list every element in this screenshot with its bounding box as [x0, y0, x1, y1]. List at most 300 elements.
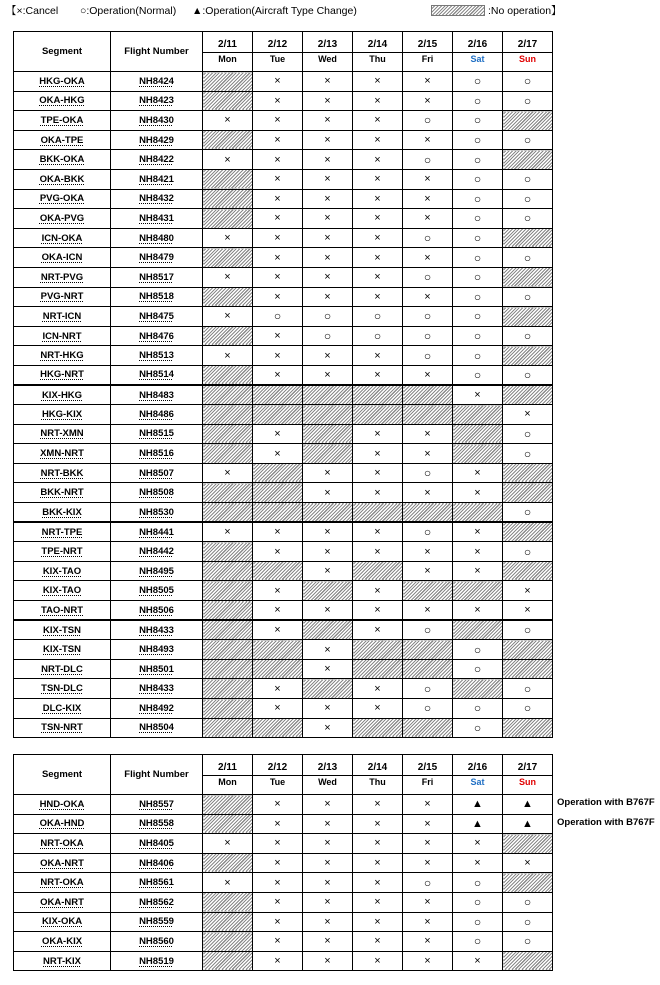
no-operation-cell	[253, 503, 303, 523]
cancel-mark: ×	[324, 75, 331, 88]
flight-number: NH8530	[139, 506, 174, 518]
status-cell	[453, 228, 503, 248]
status-cell	[503, 209, 553, 229]
status-cell	[253, 814, 303, 834]
flight-number: NH8433	[139, 683, 174, 695]
operation-note: Operation with B767F	[557, 816, 655, 828]
status-cell	[253, 834, 303, 854]
no-operation-cell	[203, 912, 253, 932]
date-label: 2/11	[203, 38, 252, 53]
cancel-mark: ×	[224, 349, 231, 362]
operation-mark: ○	[423, 525, 432, 540]
flight-cell	[111, 951, 203, 971]
status-cell	[303, 834, 353, 854]
status-cell	[503, 326, 553, 346]
operation-mark: ○	[423, 152, 432, 167]
status-cell	[253, 795, 303, 815]
operation-mark: ○	[473, 211, 482, 226]
legend	[6, 3, 656, 19]
no-operation-cell	[253, 405, 303, 425]
flight-number: NH8433	[139, 624, 174, 636]
operation-mark: ○	[473, 289, 482, 304]
header-date	[503, 32, 553, 72]
status-cell	[253, 679, 303, 699]
status-cell	[403, 150, 453, 170]
weekday-label: Thu	[369, 54, 386, 64]
cancel-mark: ×	[274, 837, 281, 850]
flight-cell	[111, 365, 203, 385]
status-cell	[303, 248, 353, 268]
cancel-mark: ×	[324, 349, 331, 362]
cancel-mark: ×	[424, 290, 431, 303]
segment-cell	[14, 814, 111, 834]
weekday-label: Thu	[369, 777, 386, 787]
status-cell	[403, 189, 453, 209]
cancel-mark: ×	[274, 817, 281, 830]
no-operation-cell	[453, 424, 503, 444]
segment-cell	[14, 659, 111, 679]
status-cell	[303, 659, 353, 679]
date-label: 2/13	[303, 761, 352, 776]
operation-mark: ○	[473, 231, 482, 246]
no-operation-cell	[253, 483, 303, 503]
no-operation-cell	[203, 853, 253, 873]
status-cell	[503, 248, 553, 268]
status-cell	[253, 932, 303, 952]
header-date	[353, 755, 403, 795]
segment-label: TPE-OKA	[40, 114, 84, 126]
status-cell	[253, 307, 303, 327]
operation-mark: ○	[473, 74, 482, 89]
segment-cell	[14, 346, 111, 366]
date-label: 2/14	[353, 38, 402, 53]
table-row	[14, 130, 553, 150]
status-cell	[353, 326, 403, 346]
no-operation-cell	[253, 659, 303, 679]
operation-mark: ○	[473, 662, 482, 677]
flight-cell	[111, 679, 203, 699]
status-cell	[453, 814, 503, 834]
flight-cell	[111, 444, 203, 464]
segment-cell	[14, 209, 111, 229]
cancel-mark: ×	[274, 935, 281, 948]
no-operation-cell	[353, 385, 403, 405]
cancel-mark: ×	[374, 798, 381, 811]
header-flight-number: Flight Number	[111, 32, 203, 72]
flight-number: NH8514	[139, 369, 174, 381]
no-operation-cell	[203, 679, 253, 699]
segment-label: NRT-KIX	[43, 955, 81, 967]
cancel-mark: ×	[274, 584, 281, 597]
status-cell	[303, 912, 353, 932]
segment-cell	[14, 561, 111, 581]
status-cell	[253, 111, 303, 131]
no-operation-cell	[503, 385, 553, 405]
status-cell	[253, 287, 303, 307]
header-row	[14, 32, 553, 72]
operation-mark: ○	[473, 875, 482, 890]
cancel-mark: ×	[374, 702, 381, 715]
flight-cell	[111, 581, 203, 601]
status-cell	[503, 365, 553, 385]
cancel-mark: ×	[374, 486, 381, 499]
status-cell	[253, 522, 303, 542]
header-date	[403, 755, 453, 795]
status-cell	[403, 620, 453, 640]
segment-cell	[14, 365, 111, 385]
cancel-mark: ×	[424, 896, 431, 909]
status-cell	[453, 932, 503, 952]
flight-number: NH8441	[139, 526, 174, 538]
operation-mark: ○	[473, 720, 482, 735]
status-cell	[303, 601, 353, 621]
status-cell	[403, 287, 453, 307]
cancel-mark: ×	[424, 212, 431, 225]
status-cell	[303, 346, 353, 366]
operation-mark: ○	[523, 701, 532, 716]
status-cell	[203, 463, 253, 483]
cancel-mark: ×	[374, 114, 381, 127]
status-cell	[303, 699, 353, 719]
date-label: 2/14	[353, 761, 402, 776]
type-change-mark: ▲	[522, 817, 533, 830]
flight-number: NH8479	[139, 252, 174, 264]
flight-cell	[111, 522, 203, 542]
cancel-mark: ×	[374, 368, 381, 381]
flight-number: NH8517	[139, 271, 174, 283]
cancel-mark: ×	[374, 545, 381, 558]
cancel-mark: ×	[374, 526, 381, 539]
status-cell	[303, 150, 353, 170]
cancel-mark: ×	[374, 212, 381, 225]
status-cell	[403, 228, 453, 248]
no-operation-cell	[503, 463, 553, 483]
operation-mark: ○	[423, 329, 432, 344]
status-cell	[253, 346, 303, 366]
status-cell	[303, 853, 353, 873]
cancel-mark: ×	[324, 896, 331, 909]
no-operation-cell	[503, 951, 553, 971]
no-operation-cell	[203, 951, 253, 971]
cancel-mark: ×	[374, 837, 381, 850]
no-operation-cell	[203, 640, 253, 660]
segment-cell	[14, 405, 111, 425]
segment-cell	[14, 834, 111, 854]
flight-cell	[111, 248, 203, 268]
cancel-mark: ×	[374, 604, 381, 617]
table-row	[14, 912, 553, 932]
table-row	[14, 892, 553, 912]
operation-mark: ○	[523, 289, 532, 304]
status-cell	[453, 951, 503, 971]
weekday-label: Tue	[269, 54, 286, 64]
status-cell	[353, 912, 403, 932]
status-cell	[403, 267, 453, 287]
header-segment: Segment	[14, 755, 111, 795]
cancel-mark: ×	[274, 232, 281, 245]
segment-label: XMN-NRT	[40, 448, 84, 460]
status-cell	[453, 307, 503, 327]
status-cell	[253, 853, 303, 873]
operation-mark: ○	[523, 93, 532, 108]
status-cell	[353, 873, 403, 893]
flight-cell	[111, 932, 203, 952]
status-cell	[303, 130, 353, 150]
segment-label: PVG-NRT	[40, 291, 84, 303]
segment-label: OKA-NRT	[40, 857, 84, 869]
segment-label: TAO-NRT	[40, 604, 84, 616]
no-operation-cell	[203, 795, 253, 815]
flight-cell	[111, 385, 203, 405]
type-change-mark: ▲	[522, 798, 533, 811]
operation-mark: ○	[373, 329, 382, 344]
cancel-mark: ×	[324, 837, 331, 850]
status-cell	[403, 307, 453, 327]
status-cell	[253, 267, 303, 287]
cancel-mark: ×	[324, 798, 331, 811]
status-cell	[403, 892, 453, 912]
status-cell	[403, 130, 453, 150]
status-cell	[303, 111, 353, 131]
status-cell	[503, 405, 553, 425]
operation-mark: ○	[473, 367, 482, 382]
status-cell	[403, 91, 453, 111]
segment-label: NRT-HKG	[40, 350, 84, 362]
no-operation-cell	[203, 699, 253, 719]
cancel-mark: ×	[274, 876, 281, 889]
no-operation-cell	[203, 892, 253, 912]
operation-mark: ○	[523, 681, 532, 696]
operation-mark: ○	[523, 133, 532, 148]
status-cell	[453, 130, 503, 150]
cancel-mark: ×	[374, 94, 381, 107]
no-operation-cell	[203, 581, 253, 601]
status-cell	[403, 561, 453, 581]
table-row	[14, 307, 553, 327]
legend-no-op: :No operation】	[488, 5, 562, 17]
status-cell	[503, 932, 553, 952]
table-row	[14, 444, 553, 464]
status-cell	[253, 892, 303, 912]
table-row	[14, 248, 553, 268]
status-cell	[403, 365, 453, 385]
header-date	[353, 32, 403, 72]
segment-label: KIX-TSN	[43, 624, 81, 636]
flight-cell	[111, 169, 203, 189]
status-cell	[353, 795, 403, 815]
cancel-mark: ×	[424, 955, 431, 968]
cancel-mark: ×	[374, 935, 381, 948]
header-date	[203, 32, 253, 72]
status-cell	[253, 248, 303, 268]
status-cell	[303, 91, 353, 111]
segment-cell	[14, 503, 111, 523]
status-cell	[253, 326, 303, 346]
cancel-mark: ×	[374, 251, 381, 264]
flight-number: NH8429	[139, 134, 174, 146]
no-operation-cell	[203, 542, 253, 562]
no-operation-cell	[203, 718, 253, 738]
operation-mark: ○	[473, 270, 482, 285]
cancel-mark: ×	[424, 447, 431, 460]
cancel-mark: ×	[324, 368, 331, 381]
cancel-mark: ×	[424, 173, 431, 186]
operation-mark: ○	[523, 623, 532, 638]
status-cell	[253, 873, 303, 893]
status-cell	[353, 834, 403, 854]
status-cell	[503, 287, 553, 307]
segment-cell	[14, 228, 111, 248]
no-operation-cell	[253, 561, 303, 581]
flight-number: NH8480	[139, 232, 174, 244]
table-row	[14, 287, 553, 307]
no-operation-cell	[203, 659, 253, 679]
weekday-label: Wed	[318, 777, 337, 787]
status-cell	[253, 209, 303, 229]
cancel-mark: ×	[274, 75, 281, 88]
flight-cell	[111, 130, 203, 150]
status-cell	[303, 522, 353, 542]
cancel-mark: ×	[424, 565, 431, 578]
date-label: 2/17	[503, 38, 552, 53]
status-cell	[303, 718, 353, 738]
status-cell	[453, 601, 503, 621]
status-cell	[453, 91, 503, 111]
status-cell	[403, 326, 453, 346]
operation-mark: ○	[423, 875, 432, 890]
status-cell	[253, 130, 303, 150]
flight-cell	[111, 503, 203, 523]
status-cell	[453, 287, 503, 307]
cancel-mark: ×	[424, 817, 431, 830]
flight-cell	[111, 326, 203, 346]
operation-mark: ○	[523, 505, 532, 520]
segment-label: TSN-NRT	[41, 722, 83, 734]
status-cell	[303, 542, 353, 562]
segment-cell	[14, 932, 111, 952]
flight-cell	[111, 795, 203, 815]
segment-cell	[14, 795, 111, 815]
cancel-mark: ×	[274, 349, 281, 362]
segment-cell	[14, 267, 111, 287]
cancel-mark: ×	[424, 545, 431, 558]
operation-mark: ○	[523, 895, 532, 910]
cancel-mark: ×	[274, 702, 281, 715]
status-cell	[503, 503, 553, 523]
cancel-mark: ×	[274, 798, 281, 811]
weekday-label: Sun	[519, 777, 536, 787]
flight-number: NH8504	[139, 722, 174, 734]
operation-mark: ○	[523, 426, 532, 441]
flight-number: NH8483	[139, 389, 174, 401]
no-operation-cell	[353, 503, 403, 523]
status-cell	[453, 892, 503, 912]
operation-mark: ○	[523, 191, 532, 206]
cancel-mark: ×	[374, 896, 381, 909]
no-operation-cell	[503, 228, 553, 248]
no-operation-cell	[303, 405, 353, 425]
no-operation-cell	[453, 405, 503, 425]
cancel-mark: ×	[324, 134, 331, 147]
header-date	[453, 755, 503, 795]
segment-label: PVG-OKA	[39, 193, 85, 205]
status-cell	[303, 326, 353, 346]
segment-cell	[14, 444, 111, 464]
status-cell	[353, 72, 403, 92]
segment-cell	[14, 718, 111, 738]
flight-number: NH8424	[139, 75, 174, 87]
segment-cell	[14, 640, 111, 660]
table-row	[14, 483, 553, 503]
table-row	[14, 267, 553, 287]
segment-label: BKK-OKA	[39, 154, 85, 166]
cancel-mark: ×	[224, 153, 231, 166]
cancel-mark: ×	[274, 915, 281, 928]
schedule-table-1	[13, 31, 553, 738]
status-cell	[403, 912, 453, 932]
cancel-mark: ×	[324, 604, 331, 617]
cancel-mark: ×	[374, 955, 381, 968]
flight-cell	[111, 659, 203, 679]
status-cell	[353, 365, 403, 385]
status-cell	[403, 699, 453, 719]
cancel-mark: ×	[324, 251, 331, 264]
status-cell	[303, 873, 353, 893]
cancel-mark: ×	[374, 857, 381, 870]
cancel-mark: ×	[324, 955, 331, 968]
cancel-mark: ×	[274, 153, 281, 166]
operation-mark: ○	[423, 309, 432, 324]
no-operation-cell	[403, 640, 453, 660]
status-cell	[403, 483, 453, 503]
cancel-mark: ×	[424, 134, 431, 147]
operation-mark: ○	[423, 113, 432, 128]
table-row	[14, 699, 553, 719]
flight-cell	[111, 150, 203, 170]
status-cell	[403, 853, 453, 873]
cancel-mark: ×	[374, 876, 381, 889]
operation-mark: ○	[473, 172, 482, 187]
header-flight-number: Flight Number	[111, 755, 203, 795]
cancel-mark: ×	[224, 876, 231, 889]
flight-number: NH8430	[139, 114, 174, 126]
status-cell	[303, 72, 353, 92]
status-cell	[403, 834, 453, 854]
cancel-mark: ×	[474, 857, 481, 870]
status-cell	[453, 189, 503, 209]
no-operation-cell	[403, 385, 453, 405]
status-cell	[503, 853, 553, 873]
table-row	[14, 814, 553, 834]
status-cell	[353, 932, 403, 952]
segment-label: KIX-HKG	[41, 389, 83, 401]
no-operation-cell	[203, 601, 253, 621]
status-cell	[303, 640, 353, 660]
cancel-mark: ×	[474, 486, 481, 499]
cancel-mark: ×	[524, 604, 531, 617]
status-cell	[453, 718, 503, 738]
segment-label: NRT-PVG	[40, 271, 84, 283]
cancel-mark: ×	[374, 192, 381, 205]
cancel-mark: ×	[424, 604, 431, 617]
cancel-mark: ×	[424, 798, 431, 811]
cancel-mark: ×	[424, 251, 431, 264]
no-operation-cell	[503, 561, 553, 581]
no-operation-cell	[303, 424, 353, 444]
cancel-mark: ×	[224, 467, 231, 480]
table-row	[14, 834, 553, 854]
cancel-mark: ×	[274, 290, 281, 303]
